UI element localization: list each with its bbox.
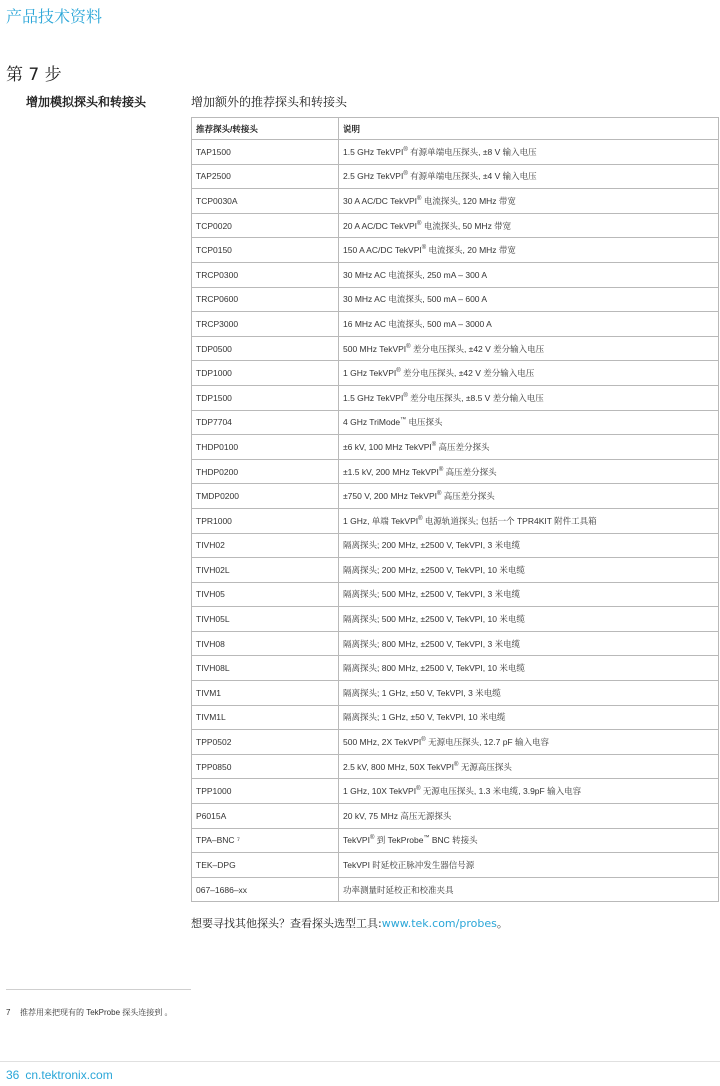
table-row xyxy=(192,656,719,681)
table-row xyxy=(192,631,719,656)
probe-model-cell: TPP1000 xyxy=(192,779,339,804)
probe-model-cell: P6015A xyxy=(192,804,339,829)
table-row xyxy=(192,287,719,312)
table-row xyxy=(192,853,719,878)
probe-model-cell: TDP1500 xyxy=(192,385,339,410)
probe-description-cell: ±1.5 kV, 200 MHz TekVPI® 高压差分探头 xyxy=(339,459,719,484)
probe-description-cell: 隔离探头; 500 MHz, ±2500 V, TekVPI, 10 米电缆 xyxy=(339,607,719,632)
probe-description-cell: 4 GHz TriMode™ 电压探头 xyxy=(339,410,719,435)
table-row xyxy=(192,213,719,238)
table-row xyxy=(192,508,719,533)
table-row xyxy=(192,140,719,165)
probe-model-cell: TIVH02L xyxy=(192,558,339,583)
probe-description-cell: TekVPI® 到 TekProbe™ BNC 转接头 xyxy=(339,828,719,853)
probe-description-cell: 1 GHz TekVPI® 差分电压探头, ±42 V 差分输入电压 xyxy=(339,361,719,386)
column-header-description: 说明 xyxy=(339,118,719,140)
probe-model-cell: TAP1500 xyxy=(192,140,339,165)
section-subtitle: 增加额外的推荐探头和转接头 xyxy=(191,95,348,109)
document-header: 产品技术资料 xyxy=(6,7,103,26)
table-header-row xyxy=(192,118,719,140)
probe-model-cell: TMDP0200 xyxy=(192,484,339,509)
probe-description-cell: 隔离探头; 200 MHz, ±2500 V, TekVPI, 10 米电缆 xyxy=(339,558,719,583)
probe-model-cell: TEK–DPG xyxy=(192,853,339,878)
probe-description-cell: 1 GHz, 单端 TekVPI® 电源轨道探头; 包括一个 TPR4KIT 附件工具箱 xyxy=(339,508,719,533)
table-row xyxy=(192,189,719,214)
table-body xyxy=(192,140,719,902)
table-row xyxy=(192,435,719,460)
probe-description-cell: 隔离探头; 1 GHz, ±50 V, TekVPI, 10 米电缆 xyxy=(339,705,719,730)
table-row xyxy=(192,877,719,902)
probe-model-cell: THDP0200 xyxy=(192,459,339,484)
footnote-number: 7 xyxy=(6,1008,11,1017)
probe-description-cell: 150 A AC/DC TekVPI® 电流探头, 20 MHz 带宽 xyxy=(339,238,719,263)
probe-model-cell: TAP2500 xyxy=(192,164,339,189)
probe-model-cell: TRCP0300 xyxy=(192,262,339,287)
probe-description-cell: 1.5 GHz TekVPI® 有源单端电压探头, ±8 V 输入电压 xyxy=(339,140,719,165)
probe-model-cell: TCP0030A xyxy=(192,189,339,214)
probe-model-cell: TDP7704 xyxy=(192,410,339,435)
table-row xyxy=(192,361,719,386)
probe-model-cell: TDP0500 xyxy=(192,336,339,361)
probe-description-cell: 30 MHz AC 电流探头, 250 mA – 300 A xyxy=(339,262,719,287)
table-row xyxy=(192,681,719,706)
probe-model-cell: 067–1686–xx xyxy=(192,877,339,902)
probe-description-cell: 2.5 GHz TekVPI® 有源单端电压探头, ±4 V 输入电压 xyxy=(339,164,719,189)
table-row xyxy=(192,459,719,484)
more-probes-suffix: 。 xyxy=(496,917,508,930)
table-row xyxy=(192,533,719,558)
probe-description-cell: 20 kV, 75 MHz 高压无源探头 xyxy=(339,804,719,829)
probe-model-cell: TPP0850 xyxy=(192,754,339,779)
probe-description-cell: 1.5 GHz TekVPI® 差分电压探头, ±8.5 V 差分输入电压 xyxy=(339,385,719,410)
probe-model-cell: TCP0150 xyxy=(192,238,339,263)
probe-model-cell: THDP0100 xyxy=(192,435,339,460)
table-row xyxy=(192,410,719,435)
table-row xyxy=(192,238,719,263)
probe-description-cell: 20 A AC/DC TekVPI® 电流探头, 50 MHz 带宽 xyxy=(339,213,719,238)
probe-description-cell: 500 MHz TekVPI® 差分电压探头, ±42 V 差分输入电压 xyxy=(339,336,719,361)
table-row xyxy=(192,730,719,755)
probe-model-cell: TPR1000 xyxy=(192,508,339,533)
probe-model-cell: TIVH02 xyxy=(192,533,339,558)
table-row xyxy=(192,312,719,337)
footnote-divider xyxy=(6,989,191,990)
probe-description-cell: 隔离探头; 1 GHz, ±50 V, TekVPI, 3 米电缆 xyxy=(339,681,719,706)
footnote xyxy=(6,1007,172,1018)
probe-description-cell: 功率测量时延校正和校准夹具 xyxy=(339,877,719,902)
table-row xyxy=(192,582,719,607)
footer-divider xyxy=(0,1061,720,1062)
probe-model-cell: TPA–BNC ⁷ xyxy=(192,828,339,853)
probe-description-cell: 隔离探头; 200 MHz, ±2500 V, TekVPI, 3 米电缆 xyxy=(339,533,719,558)
probe-model-cell: TIVM1L xyxy=(192,705,339,730)
probe-model-cell: TRCP0600 xyxy=(192,287,339,312)
probe-model-cell: TCP0020 xyxy=(192,213,339,238)
table-row xyxy=(192,164,719,189)
table-row xyxy=(192,262,719,287)
table-row xyxy=(192,754,719,779)
probe-model-cell: TIVH05L xyxy=(192,607,339,632)
table-row xyxy=(192,804,719,829)
probe-description-cell: 500 MHz, 2X TekVPI® 无源电压探头, 12.7 pF 输入电容 xyxy=(339,730,719,755)
table-row xyxy=(192,385,719,410)
table-row xyxy=(192,558,719,583)
table-row xyxy=(192,484,719,509)
column-header-model: 推荐探头/转接头 xyxy=(192,118,339,140)
probe-description-cell: 隔离探头; 500 MHz, ±2500 V, TekVPI, 3 米电缆 xyxy=(339,582,719,607)
probe-model-cell: TRCP3000 xyxy=(192,312,339,337)
probe-description-cell: 隔离探头; 800 MHz, ±2500 V, TekVPI, 10 米电缆 xyxy=(339,656,719,681)
table-row xyxy=(192,705,719,730)
probe-model-cell: TPP0502 xyxy=(192,730,339,755)
footer-site-link[interactable]: cn.tektronix.com xyxy=(25,1068,113,1082)
probe-model-cell: TIVH08L xyxy=(192,656,339,681)
table-row xyxy=(192,828,719,853)
probe-model-cell: TIVM1 xyxy=(192,681,339,706)
more-probes-text: 想要寻找其他探头？查看探头选型工具: xyxy=(191,917,382,930)
probe-description-cell: 16 MHz AC 电流探头, 500 mA – 3000 A xyxy=(339,312,719,337)
table-row xyxy=(192,607,719,632)
probe-table xyxy=(191,117,719,902)
page-footer xyxy=(6,1068,113,1082)
probe-model-cell: TDP1000 xyxy=(192,361,339,386)
footnote-text: 推荐用来把现有的 TekProbe 探头连接到 。 xyxy=(20,1008,173,1017)
probe-description-cell: 隔离探头; 800 MHz, ±2500 V, TekVPI, 3 米电缆 xyxy=(339,631,719,656)
probe-description-cell: 1 GHz, 10X TekVPI® 无源电压探头, 1.3 米电缆, 3.9pF 输入电容 xyxy=(339,779,719,804)
step-title: 第 7 步 xyxy=(6,65,62,85)
table-row xyxy=(192,336,719,361)
page-number: 36 xyxy=(6,1068,20,1082)
probe-description-cell: 30 MHz AC 电流探头, 500 mA – 600 A xyxy=(339,287,719,312)
more-probes-note xyxy=(191,915,508,931)
probe-description-cell: 2.5 kV, 800 MHz, 50X TekVPI® 无源高压探头 xyxy=(339,754,719,779)
section-label: 增加模拟探头和转接头 xyxy=(26,95,147,109)
table-row xyxy=(192,779,719,804)
probe-description-cell: ±6 kV, 100 MHz TekVPI® 高压差分探头 xyxy=(339,435,719,460)
probe-description-cell: TekVPI 时延校正脉冲发生器信号源 xyxy=(339,853,719,878)
probe-model-cell: TIVH08 xyxy=(192,631,339,656)
probe-description-cell: ±750 V, 200 MHz TekVPI® 高压差分探头 xyxy=(339,484,719,509)
probe-description-cell: 30 A AC/DC TekVPI® 电流探头, 120 MHz 带宽 xyxy=(339,189,719,214)
probes-link[interactable]: www.tek.com/probes xyxy=(381,917,497,930)
probe-model-cell: TIVH05 xyxy=(192,582,339,607)
